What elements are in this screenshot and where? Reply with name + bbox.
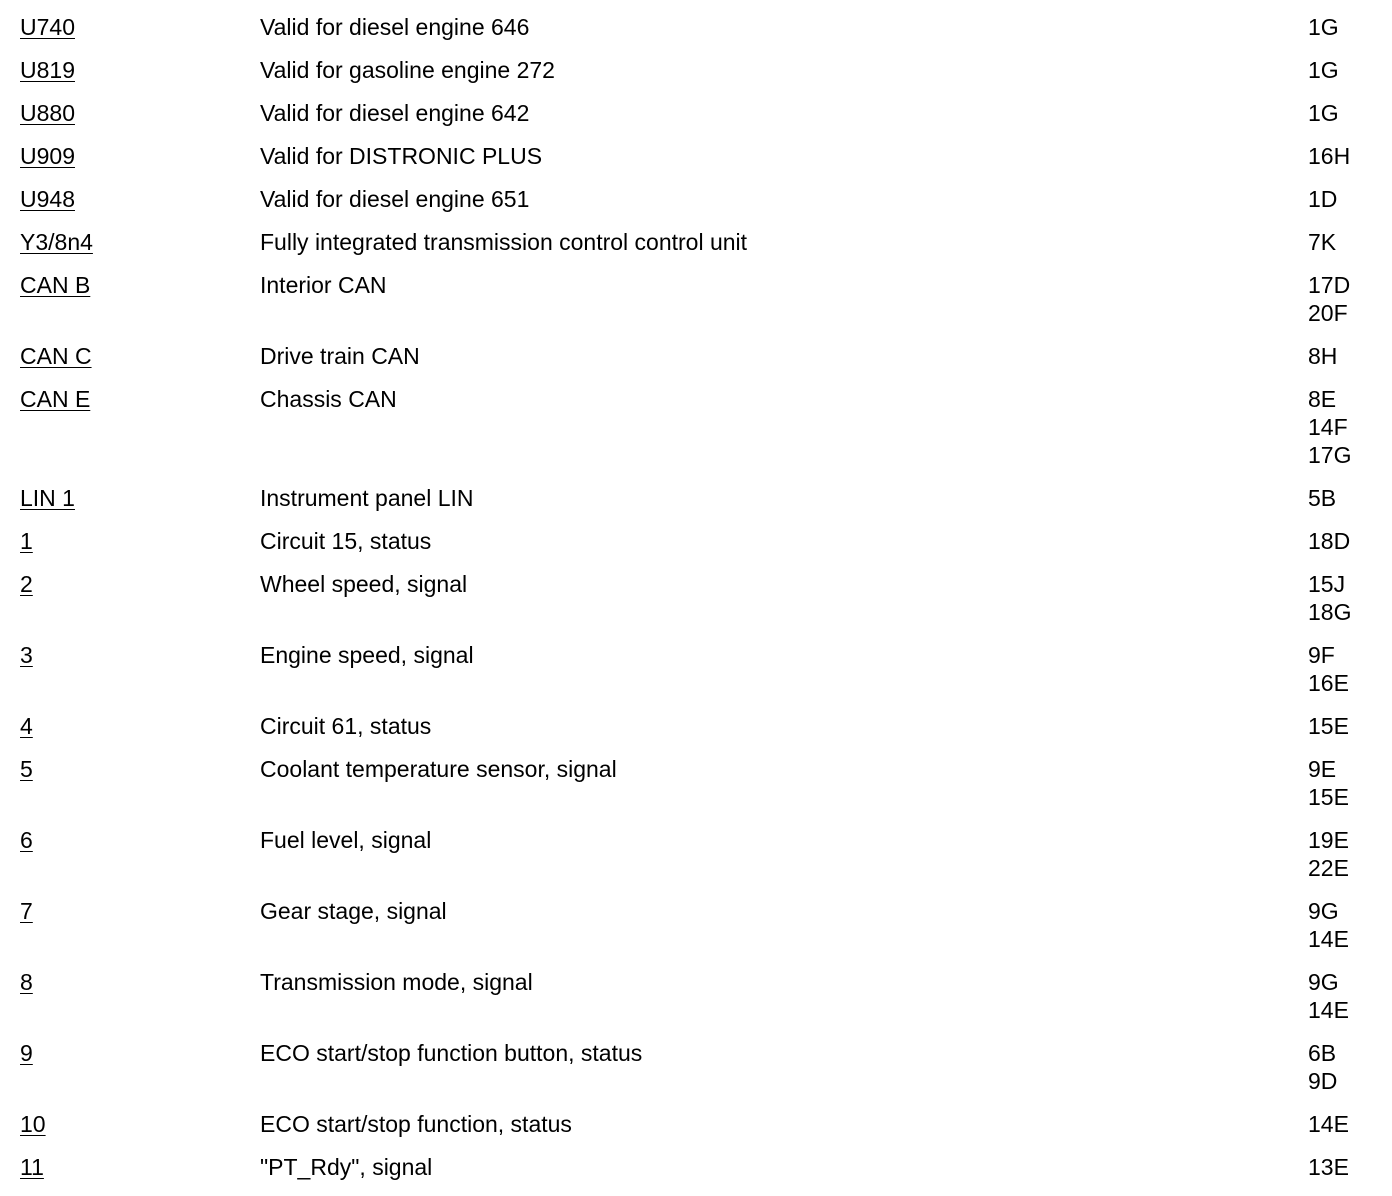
legend-code-link[interactable]: 2: [20, 571, 33, 597]
legend-code-link[interactable]: 10: [20, 1111, 46, 1137]
legend-code-cell: [0, 527, 260, 555]
legend-code-cell: [0, 1039, 260, 1067]
legend-description: Valid for gasoline engine 272: [260, 57, 555, 83]
legend-code-cell: [0, 897, 260, 925]
legend-grid-refs: [1308, 1153, 1392, 1181]
legend-code-cell: [0, 755, 260, 783]
legend-row: [0, 228, 1392, 256]
legend-row: [0, 712, 1392, 740]
legend-description: ECO start/stop function, status: [260, 1111, 572, 1137]
legend-grid-refs: [1308, 968, 1392, 1024]
legend-grid-refs: [1308, 228, 1392, 256]
legend-code-link[interactable]: 3: [20, 642, 33, 668]
grid-reference: 16H: [1308, 143, 1351, 169]
grid-reference: 14E: [1308, 997, 1349, 1023]
grid-reference: 5B: [1308, 485, 1337, 511]
legend-code-cell: [0, 968, 260, 996]
legend-code-link[interactable]: U819: [20, 57, 75, 83]
legend-description: Drive train CAN: [260, 343, 420, 369]
legend-code-cell: [0, 570, 260, 598]
legend-row: [0, 13, 1392, 41]
legend-description: Interior CAN: [260, 272, 387, 298]
legend-row: [0, 1039, 1392, 1095]
grid-reference: 1G: [1308, 14, 1339, 40]
grid-reference: 8E: [1308, 386, 1337, 412]
legend-grid-refs: [1308, 13, 1392, 41]
legend-grid-refs: [1308, 897, 1392, 953]
legend-code-cell: [0, 56, 260, 84]
legend-grid-refs: [1308, 56, 1392, 84]
legend-code-cell: [0, 99, 260, 127]
legend-grid-refs: [1308, 527, 1392, 555]
legend-code-link[interactable]: U948: [20, 186, 75, 212]
grid-reference: 9F: [1308, 642, 1335, 668]
legend-row: [0, 1110, 1392, 1138]
legend-grid-refs: [1308, 1039, 1392, 1095]
legend-row: [0, 897, 1392, 953]
legend-row: [0, 484, 1392, 512]
legend-grid-refs: [1308, 484, 1392, 512]
legend-description: Transmission mode, signal: [260, 969, 533, 995]
legend-grid-refs: [1308, 271, 1392, 327]
legend-code-cell: [0, 271, 260, 299]
legend-code-link[interactable]: U880: [20, 100, 75, 126]
legend-code-cell: [0, 142, 260, 170]
grid-reference: 18D: [1308, 528, 1351, 554]
grid-reference: 13E: [1308, 1154, 1349, 1180]
grid-reference: 9E: [1308, 756, 1337, 782]
legend-code-cell: [0, 185, 260, 213]
legend-description: Coolant temperature sensor, signal: [260, 756, 617, 782]
legend-code-cell: [0, 826, 260, 854]
legend-code-cell: [0, 385, 260, 413]
legend-grid-refs: [1308, 570, 1392, 626]
legend-description: Valid for diesel engine 651: [260, 186, 530, 212]
legend-code-link[interactable]: Y3/8n4: [20, 229, 93, 255]
legend-description: Engine speed, signal: [260, 642, 474, 668]
grid-reference: 1G: [1308, 57, 1339, 83]
legend-grid-refs: [1308, 385, 1392, 469]
legend-grid-refs: [1308, 826, 1392, 882]
legend-code-link[interactable]: U909: [20, 143, 75, 169]
legend-description: Fully integrated transmission control control unit: [260, 229, 748, 255]
legend-grid-refs: [1308, 755, 1392, 811]
legend-description: Chassis CAN: [260, 386, 397, 412]
legend-description: Fuel level, signal: [260, 827, 432, 853]
legend-description: Valid for DISTRONIC PLUS: [260, 143, 543, 169]
legend-description: Circuit 61, status: [260, 713, 432, 739]
grid-reference: 22E: [1308, 855, 1349, 881]
legend-row: [0, 56, 1392, 84]
grid-reference: 8H: [1308, 343, 1338, 369]
legend-description: Valid for diesel engine 642: [260, 100, 530, 126]
legend-row: [0, 342, 1392, 370]
legend-grid-refs: [1308, 142, 1392, 170]
grid-reference: 9G: [1308, 898, 1339, 924]
legend-code-link[interactable]: 7: [20, 898, 33, 924]
grid-reference: 15E: [1308, 713, 1349, 739]
legend-code-cell: [0, 13, 260, 41]
legend-code-cell: [0, 641, 260, 669]
legend-grid-refs: [1308, 99, 1392, 127]
legend-row: [0, 826, 1392, 882]
grid-reference: 18G: [1308, 599, 1352, 625]
legend-row: [0, 527, 1392, 555]
legend-grid-refs: [1308, 641, 1392, 697]
grid-reference: 1G: [1308, 100, 1339, 126]
grid-reference: 14F: [1308, 414, 1348, 440]
legend-row: [0, 142, 1392, 170]
legend-code-cell: [0, 342, 260, 370]
legend-code-link[interactable]: CAN C: [20, 343, 92, 369]
legend-code-cell: [0, 1110, 260, 1138]
legend-row: [0, 1153, 1392, 1181]
legend-code-link[interactable]: CAN E: [20, 386, 91, 412]
legend-code-link[interactable]: 6: [20, 827, 33, 853]
legend-code-link[interactable]: 1: [20, 528, 33, 554]
legend-code-cell: [0, 712, 260, 740]
legend-description: Valid for diesel engine 646: [260, 14, 530, 40]
legend-row: [0, 641, 1392, 697]
grid-reference: 15E: [1308, 784, 1349, 810]
legend-row: [0, 385, 1392, 469]
legend-code-link[interactable]: 11: [20, 1154, 44, 1180]
legend-row: [0, 968, 1392, 1024]
grid-reference: 14E: [1308, 1111, 1349, 1137]
legend-description: Instrument panel LIN: [260, 485, 474, 511]
grid-reference: 1D: [1308, 186, 1338, 212]
grid-reference: 19E: [1308, 827, 1349, 853]
legend-code-link[interactable]: 5: [20, 756, 33, 782]
grid-reference: 16E: [1308, 670, 1349, 696]
grid-reference: 9D: [1308, 1068, 1338, 1094]
legend-description: "PT_Rdy", signal: [260, 1154, 433, 1180]
legend-code-cell: [0, 1153, 260, 1181]
legend-row: [0, 570, 1392, 626]
legend-row: [0, 99, 1392, 127]
legend-description: Gear stage, signal: [260, 898, 447, 924]
legend-description: ECO start/stop function button, status: [260, 1040, 643, 1066]
legend-code-link[interactable]: 9: [20, 1040, 33, 1066]
legend-row: [0, 755, 1392, 811]
legend-row: [0, 271, 1392, 327]
legend-row: [0, 185, 1392, 213]
legend-code-link[interactable]: LIN 1: [20, 485, 75, 511]
legend-code-link[interactable]: 8: [20, 969, 33, 995]
legend-code-link[interactable]: U740: [20, 14, 75, 40]
legend-grid-refs: [1308, 712, 1392, 740]
legend-grid-refs: [1308, 342, 1392, 370]
grid-reference: 17G: [1308, 442, 1352, 468]
legend-grid-refs: [1308, 185, 1392, 213]
legend-description: Circuit 15, status: [260, 528, 432, 554]
grid-reference: 15J: [1308, 571, 1346, 597]
grid-reference: 7K: [1308, 229, 1337, 255]
legend-code-link[interactable]: 4: [20, 713, 33, 739]
grid-reference: 6B: [1308, 1040, 1337, 1066]
legend-code-cell: [0, 228, 260, 256]
legend-code-link[interactable]: CAN B: [20, 272, 91, 298]
grid-reference: 14E: [1308, 926, 1349, 952]
grid-reference: 9G: [1308, 969, 1339, 995]
grid-reference: 17D: [1308, 272, 1351, 298]
legend-grid-refs: [1308, 1110, 1392, 1138]
legend-code-cell: [0, 484, 260, 512]
legend-description: Wheel speed, signal: [260, 571, 468, 597]
grid-reference: 20F: [1308, 300, 1348, 326]
